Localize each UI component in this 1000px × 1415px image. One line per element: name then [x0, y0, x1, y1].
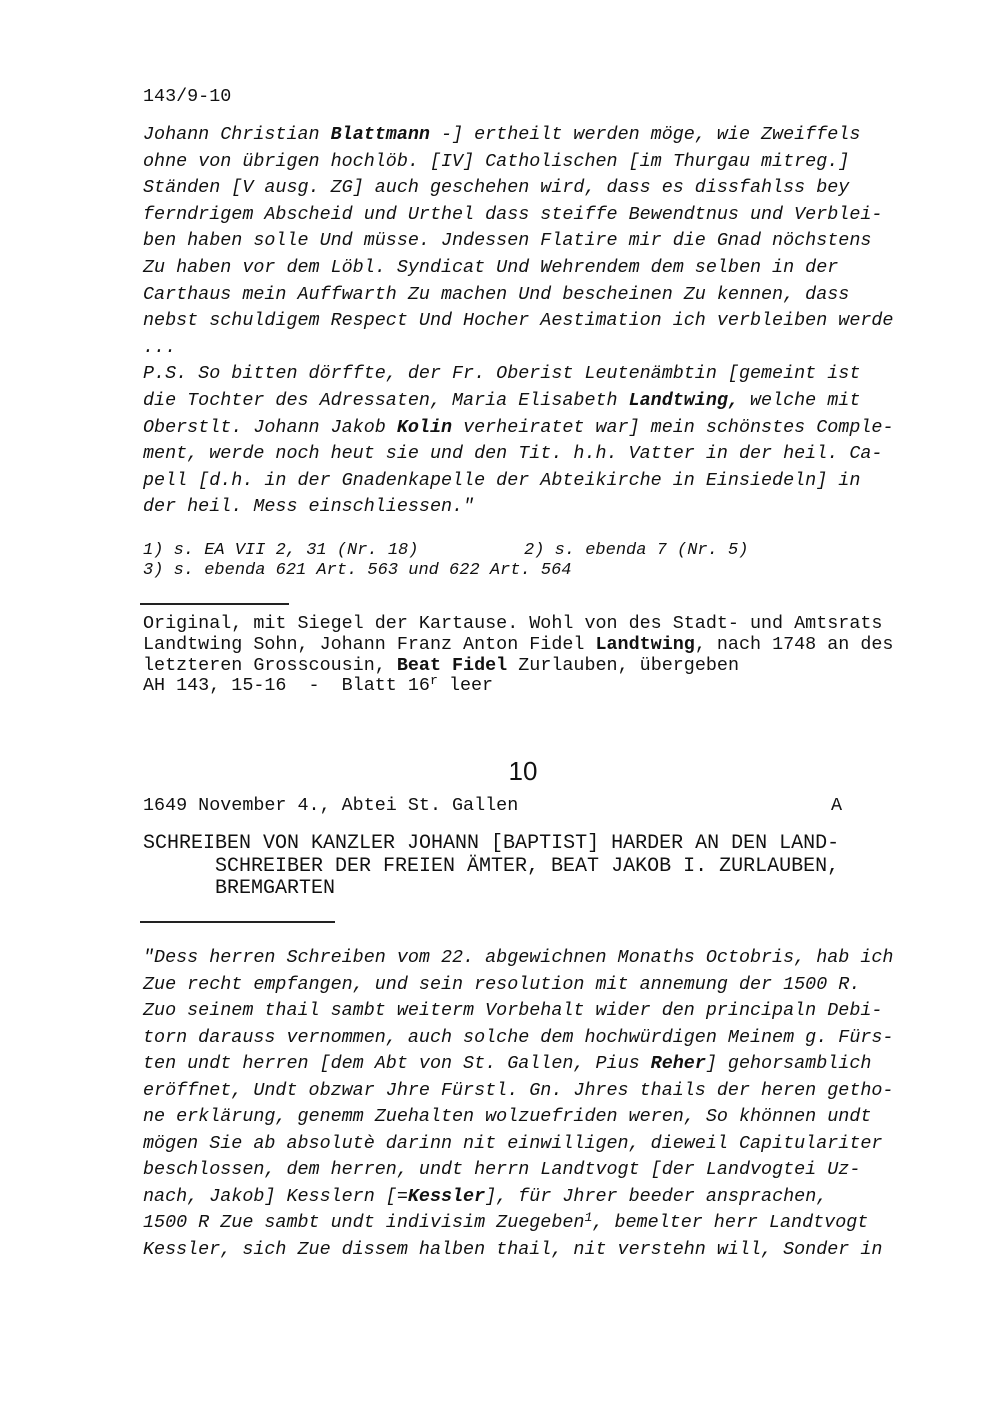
text-line [143, 1157, 893, 1184]
text-segment: mögen Sie ab absolutè darinn nit einwilligen, dieweil Capitulariter [143, 1132, 883, 1154]
text-line [143, 415, 893, 442]
title-line: BREMGARTEN [215, 877, 336, 900]
superscript: r [429, 672, 438, 688]
text-line [143, 998, 893, 1025]
text-line [143, 361, 893, 388]
text-line [143, 255, 893, 282]
text-segment: ohne von übrigen hochlöb. [IV] Catholischen [im Thurgau mitreg.] [143, 150, 850, 172]
text-segment: Zurlauben, übergeben [507, 654, 739, 676]
text-segment: Carthaus mein Auffwarth Zu machen Und bescheinen Zu kennen, dass [143, 283, 850, 305]
text-segment: "Dess herren Schreiben vom 22. abgewichnen Monaths Octobris, hab ich [143, 947, 894, 968]
person-name: Landtwing, [628, 389, 739, 411]
page-reference: 143/9-10 [143, 86, 232, 107]
text-line [143, 1210, 893, 1237]
text-segment: ment, werde noch heut sie und den Tit. h.h. Vatter in der heil. Ca- [143, 443, 883, 465]
text-line [143, 388, 893, 415]
text-line [143, 175, 893, 202]
footnotes [143, 541, 748, 581]
text-segment: verheiratet war] mein schönstes Comple- [452, 416, 894, 438]
title-line: SCHREIBER DER FREIEN ÄMTER, BEAT JAKOB I. ZURLAUBEN, [215, 854, 840, 878]
text-line [143, 228, 893, 255]
text-segment: letzteren Grosscousin, [143, 654, 397, 676]
text-segment: ferndrigem Abscheid und Urthel dass steiffe Bewendtnus und Verblei- [143, 203, 883, 225]
text-segment: welche mit [738, 389, 861, 411]
text-line [143, 441, 893, 468]
text-segment: -] ertheilt werden möge, wie Zweiffels [429, 124, 861, 145]
text-segment: ten undt herren [dem Abt von St. Gallen, Pius [143, 1053, 651, 1075]
text-line [143, 635, 893, 656]
footnote-2: 2) s. ebenda 7 (Nr. 5) [524, 541, 749, 560]
letter-continuation [143, 122, 893, 521]
letter-body [143, 945, 893, 1264]
text-segment: Original, mit Siegel der Kartause. Wohl von des Stadt- und Amtsrats [143, 613, 883, 634]
title-line: SCHREIBEN VON KANZLER JOHANN [BAPTIST] HARDER AN DEN LAND- [143, 832, 840, 855]
source-note [143, 614, 893, 697]
text-segment: nach, Jakob] Kesslern [= [143, 1185, 408, 1207]
footnote-row [143, 561, 748, 581]
text-line [143, 1104, 893, 1131]
footnote-row [143, 541, 748, 561]
text-segment: Zu haben vor dem Löbl. Syndicat Und Wehrendem dem selben in der [143, 256, 839, 278]
text-segment: beschlossen, dem herren, undt herrn Landtvogt [der Landvogtei Uz- [143, 1159, 861, 1181]
text-line [143, 494, 893, 521]
text-line [143, 1131, 893, 1158]
text-segment: die Tochter des Adressaten, Maria Elisabeth [143, 389, 629, 411]
footnote-3: 3) s. ebenda 621 Art. 563 und 622 Art. 564 [143, 561, 572, 580]
text-segment: nebst schuldigem Respect Und Hocher Aestimation ich verbleiben werde [143, 310, 894, 332]
text-segment: Landtwing Sohn, Johann Franz Anton Fidel [143, 633, 596, 655]
text-segment: Kessler, sich Zue dissem halben thail, nit verstehn will, Sonder in [143, 1239, 883, 1261]
text-line [143, 335, 893, 362]
archive-reference [143, 672, 893, 697]
text-segment: ne erklärung, genemm Zuehalten wolzuefriden weren, So khönnen undt [143, 1106, 872, 1128]
text-line [143, 282, 893, 309]
text-segment: der heil. Mess einschliessen." [143, 496, 475, 518]
text-segment: Zue recht empfangen, und sein resolution mit annemung der 1500 R. [143, 973, 861, 995]
text-line [143, 202, 893, 229]
text-segment: , nach 1748 an des [694, 633, 894, 655]
text-line [143, 1051, 893, 1078]
document-marker: A [831, 795, 843, 816]
divider-rule [140, 603, 289, 605]
text-segment: ] gehorsamblich [705, 1053, 872, 1075]
text-line [143, 1184, 893, 1211]
text-segment: 1500 R Zue sambt undt indivisim Zuegeben [143, 1212, 585, 1234]
text-line [143, 1078, 893, 1105]
text-line [143, 656, 893, 677]
text-line [143, 308, 893, 335]
text-segment: pell [d.h. in der Gnadenkapelle der Abteikirche in Einsiedeln] in [143, 469, 861, 491]
person-name: Kolin [396, 416, 453, 438]
text-segment: ... [143, 336, 177, 358]
text-segment: torn darauss vernommen, auch solche dem hochwürdigen Meinem g. Fürs- [143, 1026, 894, 1048]
text-segment: Ständen [V ausg. ZG] auch geschehen wird, dass es dissfahlss bey [143, 177, 850, 199]
text-line [143, 972, 893, 999]
text-segment: Johann Christian [143, 124, 331, 145]
text-segment: AH 143, 15-16 - Blatt 16 [143, 675, 430, 697]
document-number: 10 [508, 756, 538, 786]
person-name: Reher [650, 1053, 706, 1075]
text-line [143, 1025, 893, 1052]
text-segment: eröffnet, Undt obzwar Jhre Fürstl. Gn. Jhres thails der heren getho- [143, 1079, 894, 1101]
text-line [143, 468, 893, 495]
text-segment: Oberstlt. Johann Jakob [143, 416, 397, 438]
text-segment: P.S. So bitten dörffte, der Fr. Oberist Leutenämbtin [gemeint ist [143, 363, 861, 385]
date-place: 1649 November 4., Abtei St. Gallen [143, 795, 519, 816]
text-line [143, 1237, 893, 1264]
person-name: Beat Fidel [396, 654, 508, 676]
text-line [143, 945, 893, 972]
text-segment: ben haben solle Und müsse. Jndessen Flatire mir die Gnad nöchstens [143, 230, 872, 252]
person-name: Landtwing [595, 633, 695, 655]
divider-rule [140, 921, 335, 923]
document-title [143, 833, 839, 901]
footnote-1: 1) s. EA VII 2, 31 (Nr. 18) [143, 541, 419, 560]
person-name: Kessler [407, 1185, 486, 1207]
person-name: Blattmann [330, 124, 430, 145]
text-segment: leer [437, 675, 494, 697]
text-segment: Zuo seinem thail sambt weiterm Vorbehalt wider den principaln Debi- [143, 1000, 883, 1022]
text-segment: , bemelter herr Landtvogt [592, 1212, 869, 1234]
footnote-marker: 1 [584, 1209, 593, 1225]
text-line [143, 614, 893, 635]
text-line [143, 122, 893, 149]
text-line [143, 149, 893, 176]
text-segment: ], für Jhrer beeder ansprachen, [485, 1185, 828, 1207]
